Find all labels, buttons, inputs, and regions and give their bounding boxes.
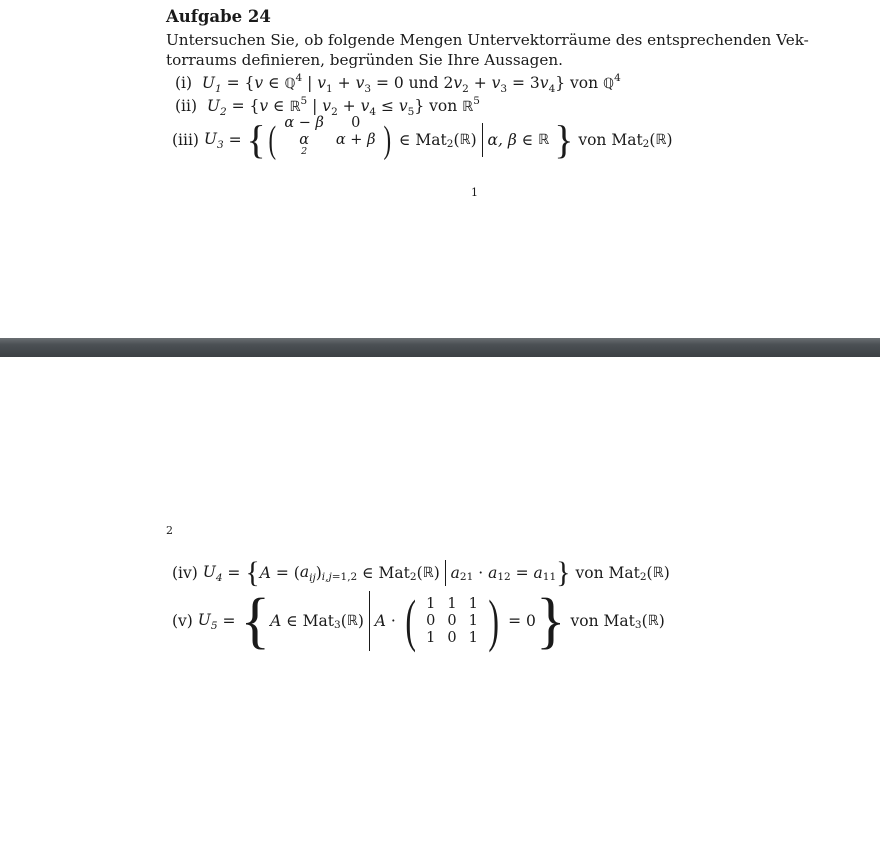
page-separator — [0, 338, 880, 357]
matrix-3x3: 1 1 1 0 0 1 1 0 1 — [426, 595, 478, 646]
open-brace: { — [245, 556, 260, 589]
intro-line-1: Untersuchen Sie, ob folgende Mengen Untervektorräume des entsprechenden Vek- — [166, 31, 809, 49]
item-i: (i) $U_1 = \{v$ ∈ ℚ$^4$ | $v_1 + v_3 = 0$ und $2v_2 + v_3 = 3v_4$} von ℚ$^4$ — [175, 72, 621, 95]
item-iii: (iii) $U_3$ = { ( α − β 0 α 2 α + β ) ∈ Mat 2 ( ℝ ) α, β ∈ ℝ } von Mat 2 ( ℝ ) — [172, 117, 673, 163]
page-number: 1 — [471, 186, 478, 199]
document-page-1 — [0, 0, 880, 338]
close-brace: } — [535, 587, 566, 655]
open-brace: { — [246, 117, 266, 162]
item-label: (i) — [175, 74, 193, 92]
exercise-heading: Aufgabe 24 — [166, 7, 271, 26]
item-ii: (ii) $U_2 = \{v$ ∈ ℝ$^5$ | $v_2 + v_4 \le v_5$} von ℝ$^5$ — [175, 95, 480, 118]
page-number: 2 — [166, 524, 173, 537]
set-symbol: $U_2$ — [201, 97, 227, 118]
intro-line-2: torraums definieren, begründen Sie Ihre Aussagen. — [166, 51, 563, 69]
document-page-2 — [0, 357, 880, 843]
set-symbol: $U_5$ — [192, 611, 218, 632]
set-symbol: $U_1$ — [197, 74, 222, 95]
open-brace: { — [240, 587, 271, 655]
close-brace: } — [556, 556, 571, 589]
matrix-2x2: α − β 0 α 2 α + β — [284, 114, 376, 157]
set-symbol: $U_3$ — [198, 130, 224, 151]
item-label: (iii) — [172, 131, 199, 149]
item-iv: (iv) $U_4$ = { A = ( $a_{ij}$ ) i,j =1,2 ∈ Mat 2 ( ℝ ) a 21 · a 12 = a 11 } von Mat 2 ( ℝ ) — [172, 556, 670, 589]
close-brace: } — [554, 117, 574, 162]
item-label: (ii) — [175, 97, 198, 115]
set-symbol: $U_4$ — [197, 563, 223, 584]
item-v: (v) $U_5$ = { A ∈ Mat 3 ( ℝ ) A · ( 1 1 1 0 0 1 1 0 1 ) = 0 } von Mat 3 ( ℝ ) — [172, 587, 665, 655]
item-label: (iv) — [172, 564, 198, 582]
item-label: (v) — [172, 612, 193, 630]
